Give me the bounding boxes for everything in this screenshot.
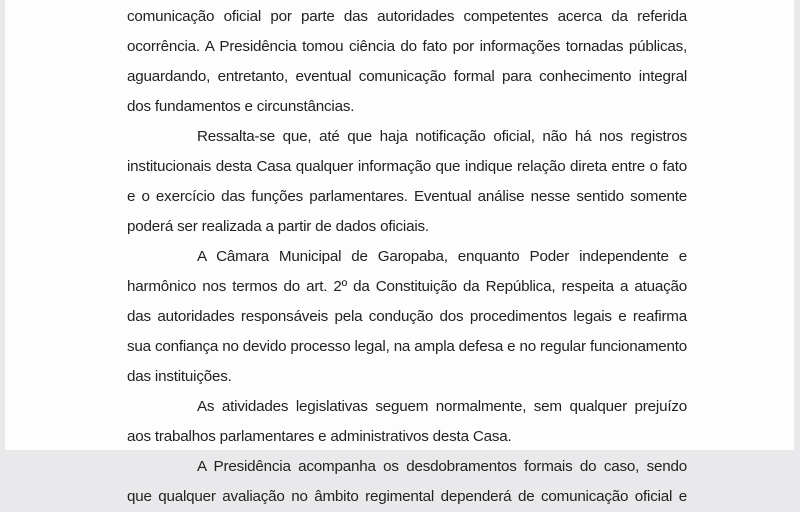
text-line: ocorrência. A Presidência tomou ciência do fato por informações tornadas públicas,: [127, 38, 687, 55]
text-line: Ressalta-se que, até que haja notificação oficial, não há nos registros: [197, 128, 687, 145]
document-body: [127, 2, 687, 512]
text-line: aguardando, entretanto, eventual comunicação formal para conhecimento integral: [127, 68, 687, 85]
text-line: As atividades legislativas seguem normalmente, sem qualquer prejuízo: [197, 398, 687, 415]
text-line: aos trabalhos parlamentares e administrativos desta Casa.: [127, 428, 512, 445]
text-line: harmônico nos termos do art. 2º da Constituição da República, respeita a atuação: [127, 278, 687, 295]
text-line: poderá ser realizada a partir de dados oficiais.: [127, 218, 429, 235]
text-line: A Presidência acompanha os desdobramentos formais do caso, sendo: [197, 458, 687, 475]
document-page: [5, 0, 794, 505]
text-line: institucionais desta Casa qualquer informação que indique relação direta entre o fato: [127, 158, 687, 175]
text-line: das instituições.: [127, 368, 232, 385]
paragraph-3: [127, 242, 687, 392]
text-line: das autoridades responsáveis pela condução dos procedimentos legais e reafirma: [127, 308, 687, 325]
text-line: que qualquer avaliação no âmbito regimental dependerá de comunicação oficial e: [127, 488, 687, 505]
text-line: A Câmara Municipal de Garopaba, enquanto Poder independente e: [197, 248, 687, 265]
paragraph-1: [127, 2, 687, 122]
text-line: e o exercício das funções parlamentares. Eventual análise nesse sentido somente: [127, 188, 687, 205]
text-line: sua confiança no devido processo legal, na ampla defesa e no regular funcionamento: [127, 338, 687, 355]
paragraph-4: [127, 392, 687, 452]
paragraph-5: [127, 452, 687, 512]
text-line: comunicação oficial por parte das autoridades competentes acerca da referida: [127, 8, 687, 25]
text-line: dos fundamentos e circunstâncias.: [127, 98, 355, 115]
paragraph-2: [127, 122, 687, 242]
